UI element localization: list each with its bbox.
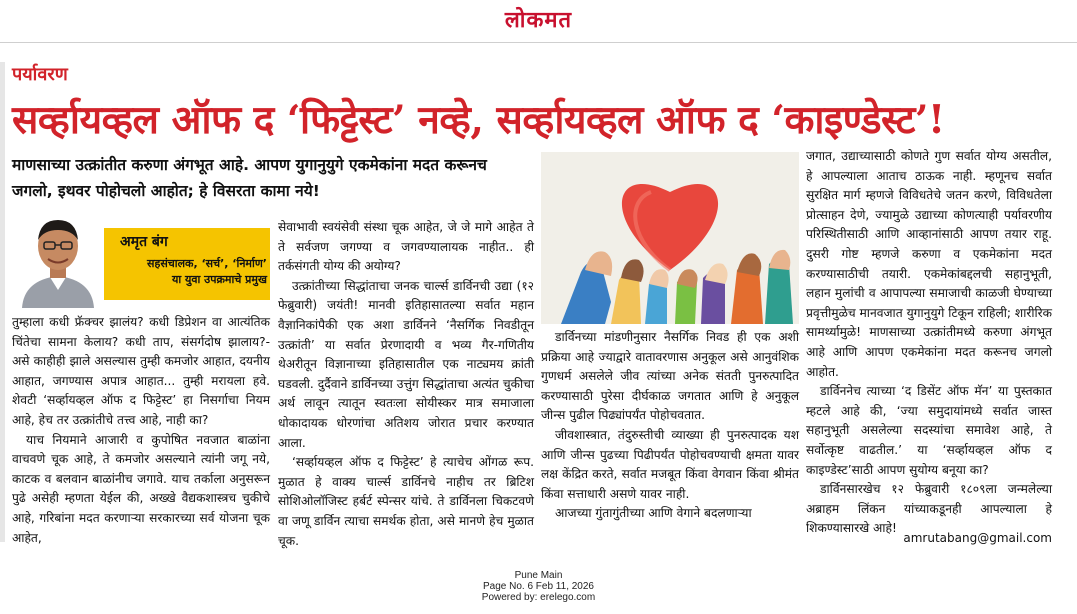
body-paragraph: डार्विनच्या मांडणीनुसार नैसर्गिक निवड ही एक अशी प्रक्रिया आहे ज्याद्वारे वातावरणास अनुकूल असे आनुवंशिक गुणधर्म असलेले जीव त्यांच्या अनेक संतती पुनरुत्पादित करण्यासाठी पुरेसा दीर्घकाळ जगतात आणि हे अनुकूल जीन्स पुढील पिढ्यांपर्यंत पोहोचवतात.	[541, 330, 799, 423]
author-box	[12, 208, 270, 308]
left-margin-bar	[0, 62, 5, 542]
body-paragraph: याच नियमाने आजारी व कुपोषित नवजात बाळांना वाचवणे चूक आहे, ते कमजोर असल्याने त्यांनी जगू नये, काटक व बलवान बाळांनीच जगावे. याच तर्काला अनुसरून पुढे असेही म्हणता येईल की, अख्खे वैद्यकशास्त्रच चुकीचे आहे, गरिबांना मदत करणाऱ्या सरकारच्या सर्व योजना चूक आहेत,	[12, 432, 270, 545]
author-role-line-1: सहसंचालक, ‘सर्च’, ‘निर्माण’	[147, 257, 267, 270]
author-name: अमृत बंग	[120, 234, 168, 250]
footer-powered-by: Powered by: erelego.com	[481, 592, 596, 603]
footer-page-date: Page No. 6 Feb 11, 2026	[482, 581, 594, 592]
body-paragraph: तुम्हाला कधी फ्रॅक्चर झालंय? कधी डिप्रेशन वा आत्यंतिक चिंतेचा सामना केलाय? कधी ताप, संसर्गदोष झालाय?- असे काहीही झाले असल्यास तुम्ही कमजोर आहात, दयनीय आहात, जगण्यास अपात्र आहात... तुम्ही मरायला हवे. शेवटी ‘सर्व्हायव्हल ऑफ द फिट्टेस्ट’ हा निसर्गाचा नियम आहे, हेच तर उत्क्रांतीचे तत्त्व आहे, नाही का?	[12, 315, 270, 427]
body-paragraph: आजच्या गुंतागुंतीच्या आणि वेगाने बदलणाऱ्या	[555, 506, 752, 521]
body-paragraph: डार्विनसारखेच १२ फेब्रुवारी १८०९ला जन्मलेल्या अब्राहम लिंकन यांच्याकडूनही आपल्याला हे शिकण्यासारखे आहे!	[806, 482, 1052, 536]
body-paragraph: ‘सर्व्हायव्हल ऑफ द फिट्टेस्ट’ हे त्याचेच ओंगळ रूप. मुळात हे वाक्य चार्ल्स डार्विनचे नाहीच तर ब्रिटिश सोशिओलॉजिस्ट हर्बर्ट स्पेन्सर यांचे. ते डार्विनला चिकटवणे वा जणू डार्विन त्याचा समर्थक होता, असे मानणे हेच मुळात चूक.	[278, 455, 534, 548]
body-column-2	[278, 218, 534, 551]
masthead-divider	[0, 42, 1077, 43]
hands-holding-heart-illustration	[541, 152, 799, 324]
section-kicker: पर्यावरण	[12, 64, 68, 85]
page-footer	[0, 570, 1077, 603]
author-email: amrutabang@gmail.com	[903, 531, 1052, 545]
headline: सर्व्हायव्हल ऑफ द ‘फिट्टेस्ट’ नव्हे, सर्व्हायव्हल ऑफ द ‘काइण्डेस्ट’!	[12, 97, 945, 143]
body-column-4	[806, 147, 1052, 539]
body-paragraph: जीवशास्त्रात, तंदुरुस्तीची व्याख्या ही पुनरुत्पादक यश आणि जीन्स पुढच्या पिढीपर्यंत पोहोचवण्याची क्षमता यावर लक्ष केंद्रित करते, सर्वात मजबूत किंवा वेगवान किंवा श्रीमंत किंवा सत्ताधारी असणे यावर नाही.	[541, 427, 799, 501]
author-role	[107, 256, 267, 288]
masthead-logo: लोकमत	[504, 7, 573, 33]
body-column-3	[541, 328, 799, 524]
body-column-1	[12, 313, 270, 548]
body-paragraph: उत्क्रांतीच्या सिद्धांताचा जनक चार्ल्स डार्विनची उद्या (१२ फेब्रुवारी) जयंती! मानवी इतिहासातल्या सर्वात महान वैज्ञानिकांपैकी एक अशा डार्विनने ‘नैसर्गिक निवडीतून उत्क्रांती’ या सर्वात प्रेरणादायी व भव्य गैर-गणितीय थेअरीतून विज्ञानाच्या इतिहासातील एक नाट्यमय क्रांती घडवली. दुर्दैवाने डार्विनच्या उत्तुंग सिद्धांताचा अत्यंत चुकीचा अर्थ लावून त्यातून स्वतःला सोयीस्कर मात्र समाजाला धोकादायक धोरणांचा अतिशय जोरात प्रचार करण्यात आला.	[278, 278, 534, 450]
body-paragraph: डार्विननेच त्याच्या ‘द डिसेंट ऑफ मॅन’ या पुस्तकात म्हटले आहे की, ‘ज्या समुदायांमध्ये सर्वात जास्त सहानुभूती असलेल्या सदस्यांचा समावेश आहे, ते सर्वोत्कृष्ट वाढतील.’ या ‘सर्व्हायव्हल ऑफ द काइण्डेस्ट’साठी आपण सुयोग्य बनूया का?	[806, 384, 1052, 477]
body-paragraph: जगात, उद्याच्यासाठी कोणते गुण सर्वात योग्य असतील, हे आपल्याला आताच ठाऊक नाही. म्हणूनच सर्वात सुरक्षित मार्ग म्हणजे विविधतेचे जतन करणे, विविधतेला प्रोत्साहन देणे, ज्यामुळे उद्याच्या कोणत्याही पर्यावरणीय परिस्थितीसाठी आणि आव्हानांसाठी आपण तयार राहू. दुसरी गोष्ट म्हणजे करुणा व एकमेकांना मदत करण्यासाठीची तयारी. एकमेकांबद्दलची सहानुभूती, लहान मुलांची व आपापल्या समाजाची काळजी घेण्याच्या प्रवृत्तीमुळेच मानवजात युगानुयुगे टिकून राहिली; शारीरिक सामर्थ्यामुळे! माणसाच्या उत्क्रांतीमध्ये करुणा अंगभूत आहे आणि आपण एकमेकांना मदत करूनच जगलो आहोत.	[806, 149, 1052, 379]
body-paragraph: सेवाभावी स्वयंसेवी संस्था चूक आहेत, जे जे मागे आहेत ते ते सर्वजण जगण्या व जगवण्यालायक नाहीत.. ही तर्कसंगती योग्य की अयोग्य?	[278, 220, 534, 274]
avatar	[12, 208, 104, 308]
footer-edition: Pune Main	[514, 570, 563, 581]
masthead	[0, 4, 1077, 38]
author-role-line-2: या युवा उपक्रमाचे प्रमुख	[171, 273, 267, 286]
article-photo	[541, 152, 799, 324]
article-deck: माणसाच्या उत्क्रांतीत करुणा अंगभूत आहे. आपण युगानुयुगे एकमेकांना मदत करूनच जगलो, इथवर पोहोचलो आहोत; हे विसरता कामा नये!	[12, 156, 487, 200]
